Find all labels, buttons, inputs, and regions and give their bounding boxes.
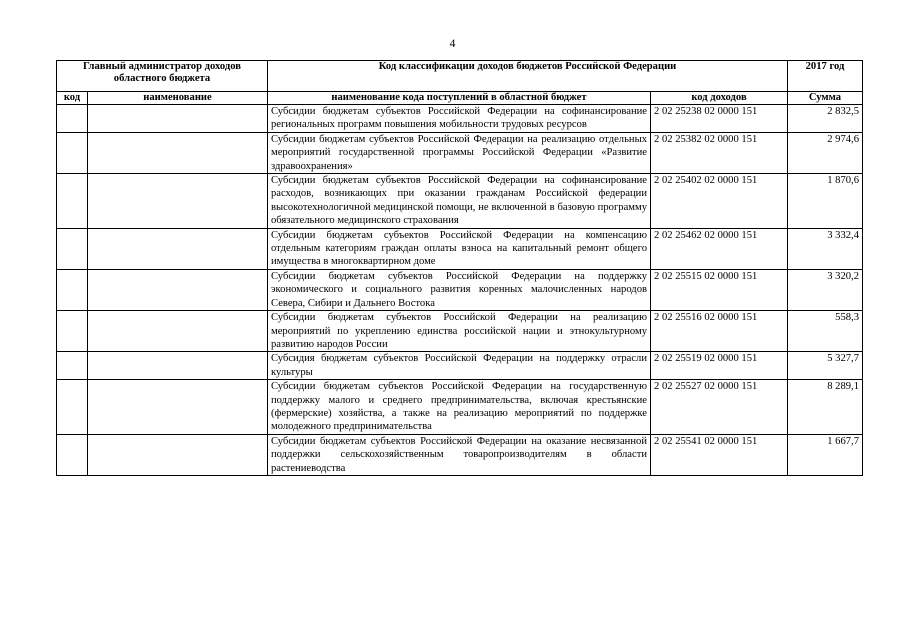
admin-name-cell xyxy=(88,269,268,310)
income-code-cell: 2 02 25382 02 0000 151 xyxy=(651,132,788,173)
income-code-cell: 2 02 25527 02 0000 151 xyxy=(651,380,788,435)
income-code-cell: 2 02 25541 02 0000 151 xyxy=(651,434,788,475)
admin-code-cell xyxy=(57,132,88,173)
admin-name-cell xyxy=(88,311,268,352)
amount-cell: 5 327,7 xyxy=(788,352,863,380)
admin-name-cell xyxy=(88,228,268,269)
admin-code-cell xyxy=(57,269,88,310)
income-name-column-header: наименование кода поступлений в областной бюджет xyxy=(268,92,651,105)
admin-name-cell xyxy=(88,174,268,229)
admin-name-cell xyxy=(88,434,268,475)
admin-name-cell xyxy=(88,352,268,380)
table-row xyxy=(57,132,863,173)
table-row xyxy=(57,311,863,352)
amount-cell: 558,3 xyxy=(788,311,863,352)
classification-group-header: Код классификации доходов бюджетов Российской Федерации xyxy=(268,61,788,92)
table-body xyxy=(57,105,863,476)
admin-name-cell xyxy=(88,380,268,435)
table-row xyxy=(57,228,863,269)
revenue-table xyxy=(56,60,863,476)
amount-cell: 2 974,6 xyxy=(788,132,863,173)
amount-cell: 1 870,6 xyxy=(788,174,863,229)
income-code-cell: 2 02 25238 02 0000 151 xyxy=(651,105,788,133)
admin-code-cell xyxy=(57,105,88,133)
amount-cell: 8 289,1 xyxy=(788,380,863,435)
admin-code-cell xyxy=(57,380,88,435)
table-row xyxy=(57,174,863,229)
income-name-cell: Субсидии бюджетам субъектов Российской Федерации на государственную поддержку малого и среднего предпринимательства, включая крестьянские (фермерские) хозяйства, а также на реализацию мероприятий по поддержке молодежного предпринимательства xyxy=(268,380,651,435)
amount-cell: 3 332,4 xyxy=(788,228,863,269)
kod-column-header: код xyxy=(57,92,88,105)
income-name-cell: Субсидия бюджетам субъектов Российской Федерации на поддержку отрасли культуры xyxy=(268,352,651,380)
income-code-cell: 2 02 25515 02 0000 151 xyxy=(651,269,788,310)
amount-cell: 3 320,2 xyxy=(788,269,863,310)
admin-code-cell xyxy=(57,434,88,475)
table-row xyxy=(57,269,863,310)
amount-cell: 1 667,7 xyxy=(788,434,863,475)
admin-code-cell xyxy=(57,352,88,380)
sum-column-header: Сумма xyxy=(788,92,863,105)
income-code-cell: 2 02 25462 02 0000 151 xyxy=(651,228,788,269)
admin-code-cell xyxy=(57,174,88,229)
admin-name-cell xyxy=(88,105,268,133)
income-name-cell: Субсидии бюджетам субъектов Российской Федерации на поддержку экономического и социального развития коренных малочисленных народов Севера, Сибири и Дальнего Востока xyxy=(268,269,651,310)
income-code-cell: 2 02 25402 02 0000 151 xyxy=(651,174,788,229)
income-name-cell: Субсидии бюджетам субъектов Российской Федерации на реализацию мероприятий по укреплению единства российской нации и этнокультурному развитию народов России xyxy=(268,311,651,352)
amount-cell: 2 832,5 xyxy=(788,105,863,133)
year-header: 2017 год xyxy=(788,61,863,92)
income-name-cell: Субсидии бюджетам субъектов Российской Федерации на софинансирование расходов, возникающих при оказании гражданам Российской федерации высокотехнологичной медицинской помощи, не включенной в базовую программу обязательного медицинского страхования xyxy=(268,174,651,229)
admin-group-header: Главный администратор доходов областного бюджета xyxy=(57,61,268,92)
admin-name-cell xyxy=(88,132,268,173)
table-row xyxy=(57,380,863,435)
admin-code-cell xyxy=(57,228,88,269)
table-row xyxy=(57,434,863,475)
table-header xyxy=(57,61,863,105)
income-name-cell: Субсидии бюджетам субъектов Российской Федерации на компенсацию отдельным категориям граждан оплаты взноса на капитальный ремонт общего имущества в многоквартирном доме xyxy=(268,228,651,269)
income-code-column-header: код доходов xyxy=(651,92,788,105)
income-name-cell: Субсидии бюджетам субъектов Российской Федерации на софинансирование региональных программ повышения мобильности трудовых ресурсов xyxy=(268,105,651,133)
income-code-cell: 2 02 25519 02 0000 151 xyxy=(651,352,788,380)
income-name-cell: Субсидии бюджетам субъектов Российской Федерации на реализацию отдельных мероприятий государственной программы Российской Федерации «Развитие здравоохранения» xyxy=(268,132,651,173)
table-row xyxy=(57,352,863,380)
income-name-cell: Субсидии бюджетам субъектов Российской Федерации на оказание несвязанной поддержки сельскохозяйственным товаропроизводителям в области растениеводства xyxy=(268,434,651,475)
page-number: 4 xyxy=(449,38,456,50)
naimenovanie-column-header: наименование xyxy=(88,92,268,105)
income-code-cell: 2 02 25516 02 0000 151 xyxy=(651,311,788,352)
admin-code-cell xyxy=(57,311,88,352)
table-row xyxy=(57,105,863,133)
